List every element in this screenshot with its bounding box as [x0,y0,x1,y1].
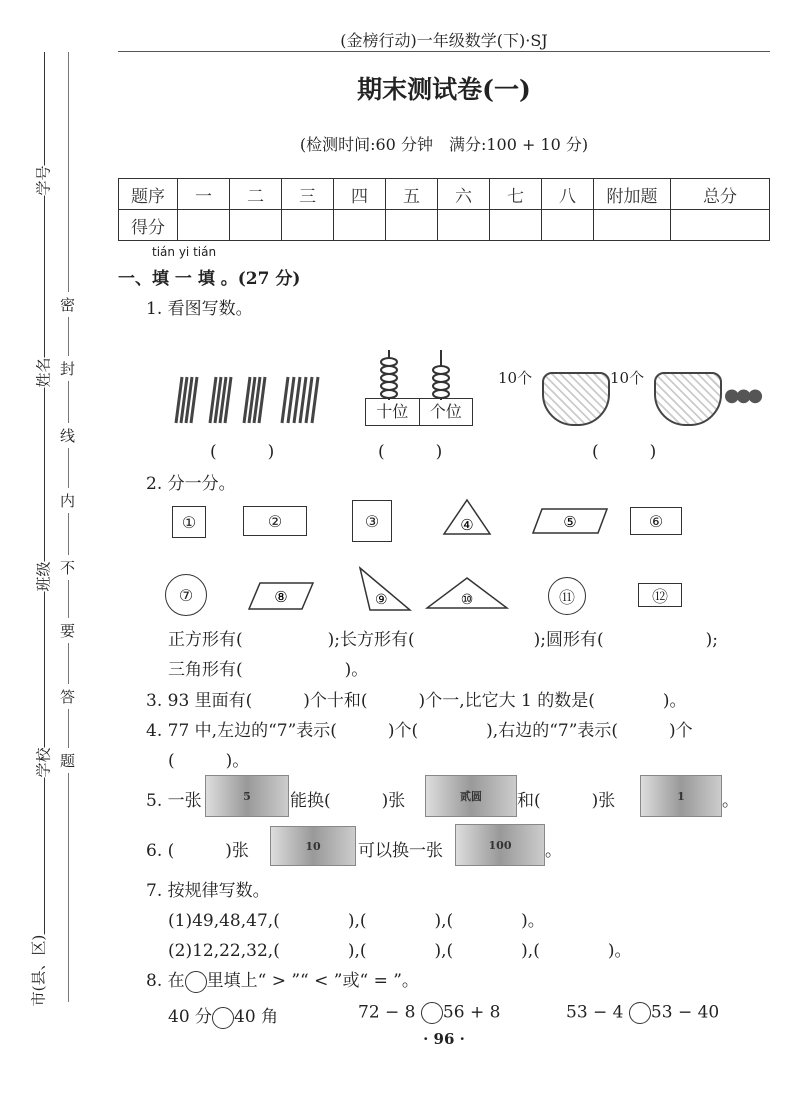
table-header: 题序 [119,179,178,210]
shape-parallelogram [532,508,608,538]
table-header: 三 [282,179,334,210]
shape-rectangle: ⑫ [638,583,682,607]
tens-label: 十位 [366,399,420,425]
compare-item [168,1002,278,1029]
shape-rectangle: ② [243,506,307,536]
answer-blank[interactable]: ( ) [210,442,275,462]
right-expr: 40 角 [234,1007,279,1027]
shape-circle: ⑪ [548,577,586,615]
table-header: 六 [438,179,490,210]
score-cell[interactable] [230,210,282,241]
seal-char: 封 [60,356,75,381]
seal-char: 内 [60,488,75,513]
seal-char: 不 [60,555,75,580]
seal-char: 密 [60,292,75,317]
left-expr: 40 分 [168,1007,213,1027]
shape-triangle [358,566,412,616]
table-row [119,210,770,241]
score-cell[interactable] [542,210,594,241]
table-header: 总分 [671,179,770,210]
ones-label: 个位 [429,402,462,421]
score-cell[interactable] [671,210,770,241]
apple-basket-icon [542,372,610,426]
header-rule [118,51,770,52]
shape-circle: ⑦ [165,574,207,616]
seal-char: 线 [60,423,75,448]
q5-text: 。 [722,791,739,811]
banknote-100-yuan: 100 [455,824,545,866]
q2-answer-line: 正方形有( );长方形有( );圆形有( ); [168,630,718,650]
seal-char: 要 [60,618,75,643]
shape-number: ⑨ [375,592,388,608]
q8-text-part: 8. 在 [146,971,185,991]
seal-char: 答 [60,684,75,709]
label-city: 市(县、区) [29,934,48,1007]
section-heading: 一、填 一 填 。(27 分) [118,269,301,289]
left-expr: 53 − 4 [566,1002,624,1023]
table-header: 八 [542,179,594,210]
compare-circle[interactable] [212,1007,234,1029]
stick-bundles-image [172,375,322,425]
q6-text: 6. ( )张 [146,841,249,861]
page-number: · 96 · [423,1030,465,1048]
basket-label: 10个 [610,369,645,387]
seal-line [68,52,69,1002]
q4-text: 4. 77 中,左边的“7”表示( )个( ),右边的“7”表示( )个 [146,721,693,741]
apples-icon: ●●● [724,385,760,406]
page-title: 期末测试卷(一) [357,75,531,104]
pinyin: tián yi tián [152,245,217,259]
q5-text: 和( )张 [517,791,616,811]
q7-text: 7. 按规律写数。 [146,881,270,901]
table-header: 附加题 [594,179,671,210]
left-expr: 72 − 8 [358,1002,416,1023]
q7-line: (1)49,48,47,( ),( ),( )。 [168,911,545,931]
score-table [118,178,770,241]
q2-answer-line: 三角形有( )。 [168,660,369,680]
score-cell[interactable] [334,210,386,241]
shape-number: ④ [460,516,474,534]
table-header: 四 [334,179,386,210]
label-student-id: 学号 [34,165,53,196]
basket-label: 10个 [498,369,533,387]
q4-text: ( )。 [168,751,250,771]
compare-circle[interactable] [421,1002,443,1024]
shape-triangle [425,576,509,614]
answer-blank[interactable]: ( ) [378,442,443,462]
q6-text: 可以换一张 [358,841,443,861]
row-label: 得分 [119,210,178,241]
table-header: 七 [490,179,542,210]
compare-circle[interactable] [629,1002,651,1024]
q7-line: (2)12,22,32,( ),( ),( ),( )。 [168,941,632,961]
subtitle: (检测时间:60 分钟 满分:100 + 10 分) [299,135,589,154]
shape-number: ⑤ [563,513,577,531]
label-school: 学校 [34,747,53,778]
right-expr: 53 − 40 [650,1002,720,1023]
shape-number: ⑩ [460,592,474,608]
score-cell[interactable] [490,210,542,241]
table-row [119,179,770,210]
answer-blank[interactable]: ( ) [592,442,657,462]
shape-rectangle: ⑥ [630,507,682,535]
circle-icon [185,971,207,993]
right-expr: 56 + 8 [442,1002,501,1023]
shape-parallelogram [248,582,314,614]
table-header: 二 [230,179,282,210]
score-cell[interactable] [594,210,671,241]
shape-triangle [442,498,492,540]
q6-text: 。 [545,841,562,861]
q8-text [146,966,419,993]
seal-char: 题 [60,748,75,773]
shape-square: ① [172,506,206,538]
banknote-2-yuan: 贰圆 [425,775,517,817]
q8-text-part: 里填上“ > ”“ < ”或“ = ”。 [206,971,419,991]
shape-number: ⑧ [274,588,288,606]
score-cell[interactable] [282,210,334,241]
q5-text: 5. 一张 [146,791,202,811]
label-class: 班级 [34,561,53,592]
compare-item [358,1002,500,1024]
book-header: (金榜行动)一年级数学(下)·SJ [340,31,548,50]
apple-basket-icon [654,372,722,426]
label-name: 姓名 [34,357,53,388]
banknote-10-yuan: 10 [270,826,356,866]
table-header: 五 [386,179,438,210]
q2-text: 2. 分一分。 [146,474,236,494]
score-cell[interactable] [386,210,438,241]
score-cell[interactable] [178,210,230,241]
abacus-image [365,350,473,426]
shape-square: ③ [352,500,392,542]
table-header: 一 [178,179,230,210]
compare-item [566,1002,719,1024]
q1-text: 1. 看图写数。 [146,299,253,319]
q3-text: 3. 93 里面有( )个十和( )个一,比它大 1 的数是( )。 [146,691,687,711]
banknote-1-yuan: 1 [640,775,722,817]
banknote-5-yuan: 5 [205,775,289,817]
score-cell[interactable] [438,210,490,241]
q5-text: 能换( )张 [290,791,406,811]
